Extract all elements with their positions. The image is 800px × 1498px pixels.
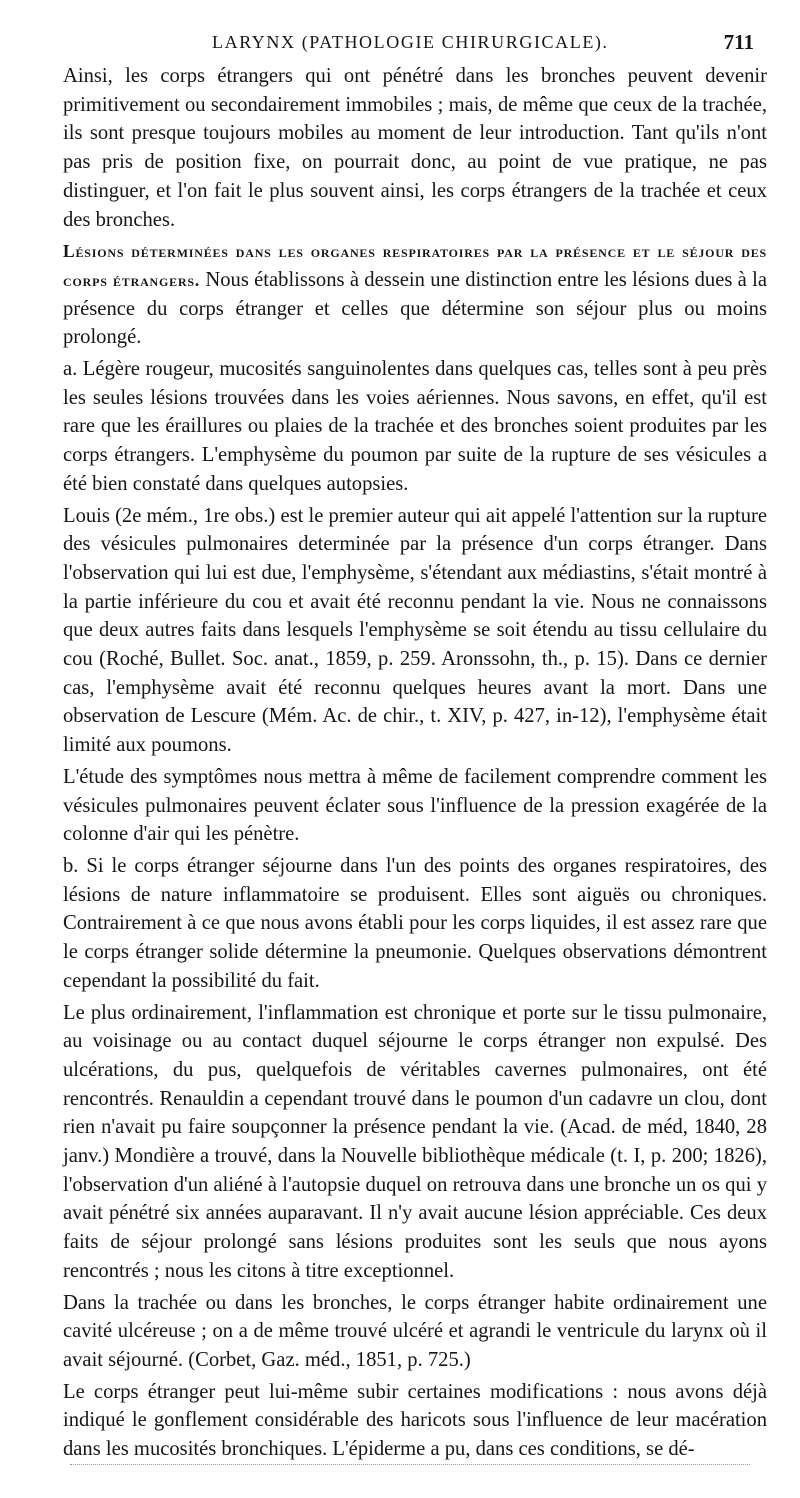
paragraph-text: Nous établissons à dessein une distinction entre les lésions dues à la présence du corps étranger et celles que détermine son séjour plus ou moins prolongé. (63, 268, 767, 349)
footer-rule (70, 1460, 750, 1465)
section-heading: Lésions déterminées dans les organes respiratoires par la présence et le séjour des corps étrangers. (63, 241, 767, 290)
paragraph: Ainsi, les corps étrangers qui ont pénétré dans les bronches peuvent devenir primitivement ou secondairement immobiles ; mais, de même que ceux de la trachée, ils sont presque toujours mobiles au moment de leur introduction. Tant qu'ils n'ont pas pris de position fixe, on pourrait donc, au point de vue pratique, ne pas distinguer, et l'on fait le plus souvent ainsi, les corps étrangers de la trachée et ceux des bronches. (63, 65, 767, 231)
page-number: 711 (723, 30, 754, 54)
body-text (63, 62, 767, 1464)
paragraph: b. Si le corps étranger séjourne dans l'un des points des organes respiratoires, des lésions de nature inflammatoire se produisent. Elles sont aiguës ou chroniques. Contrairement à ce que nous avons établi pour les corps liquides, il est assez rare que le corps étranger solide détermine la pneumonie. Quelques observations démontrent cependant la possibilité du fait. (63, 854, 767, 992)
paragraph: Le plus ordinairement, l'inflammation est chronique et porte sur le tissu pulmonaire, au voisinage ou au contact duquel séjourne le corps étranger non expulsé. Des ulcérations, du pus, quelquefois de véritables cavernes pulmonaires, ont été rencontrés. Renauldin a cependant trouvé dans le poumon d'un cadavre un clou, dont rien n'avait pu faire soupçonner la présence pendant la vie. (Acad. de méd, 1840, 28 janv.) Mondière a trouvé, dans la Nouvelle bibliothèque médicale (t. I, p. 200; 1826), l'observation d'un aliéné à l'autopsie duquel on retrouva dans une bronche un os qui y avait pénétré six années auparavant. Il n'y avait aucune lésion appréciable. Ces deux faits de séjour prolongé sans lésions produites sont les seuls que nous ayons rencontrés ; nous les citons à titre exceptionnel. (63, 1001, 767, 1282)
paragraph: Dans la trachée ou dans les bronches, le corps étranger habite ordinairement une cavité ulcéreuse ; on a de même trouvé ulcéré et agrandi le ventricule du larynx où il avait séjourné. (Corbet, Gaz. méd., 1851, p. 725.) (63, 1291, 767, 1371)
paragraph (63, 237, 767, 352)
page-header (60, 30, 770, 60)
paragraph: a. Légère rougeur, mucosités sanguinolentes dans quelques cas, telles sont à peu près les seules lésions trouvées dans les voies aériennes. Nous savons, en effet, qu'il est rare que les éraillures ou plaies de la trachée et des bronches soient produites par les corps étrangers. L'emphysème du poumon par suite de la rupture de ses vésicules a été bien constaté dans quelques autopsies. (63, 358, 767, 495)
paragraph: L'étude des symptômes nous mettra à même de facilement comprendre comment les vésicules pulmonaires peuvent éclater sous l'influence de la pression exagérée de la colonne d'air qui les pénètre. (63, 765, 767, 846)
paragraph: Louis (2e mém., 1re obs.) est le premier auteur qui ait appelé l'attention sur la rupture des vésicules pulmonaires determinée par la présence d'un corps étranger. Dans l'observation qui lui est due, l'emphysème, s'étendant aux médiastins, s'était montré à la partie inférieure du cou et avait été reconnu pendant la vie. Nous ne connaissons que deux autres faits dans lesquels l'emphysème se soit étendu au tissu cellulaire du cou (Roché, Bullet. Soc. anat., 1859, p. 259. Aronssohn, th., p. 15). Dans ce dernier cas, l'emphysème avait été reconnu quelques heures avant la mort. Dans une observation de Lescure (Mém. Ac. de chir., t. XIV, p. 427, in-12), l'emphysème était limité aux poumons. (63, 504, 767, 757)
paragraph: Le corps étranger peut lui-même subir certaines modifications : nous avons déjà indiqué le gonflement considérable des haricots sous l'influence de leur macération dans les mucosités bronchiques. L'épiderme a pu, dans ces conditions, se dé- (63, 1380, 767, 1461)
running-title: LARYNX (PATHOLOGIE CHIRURGICALE). (212, 32, 609, 52)
